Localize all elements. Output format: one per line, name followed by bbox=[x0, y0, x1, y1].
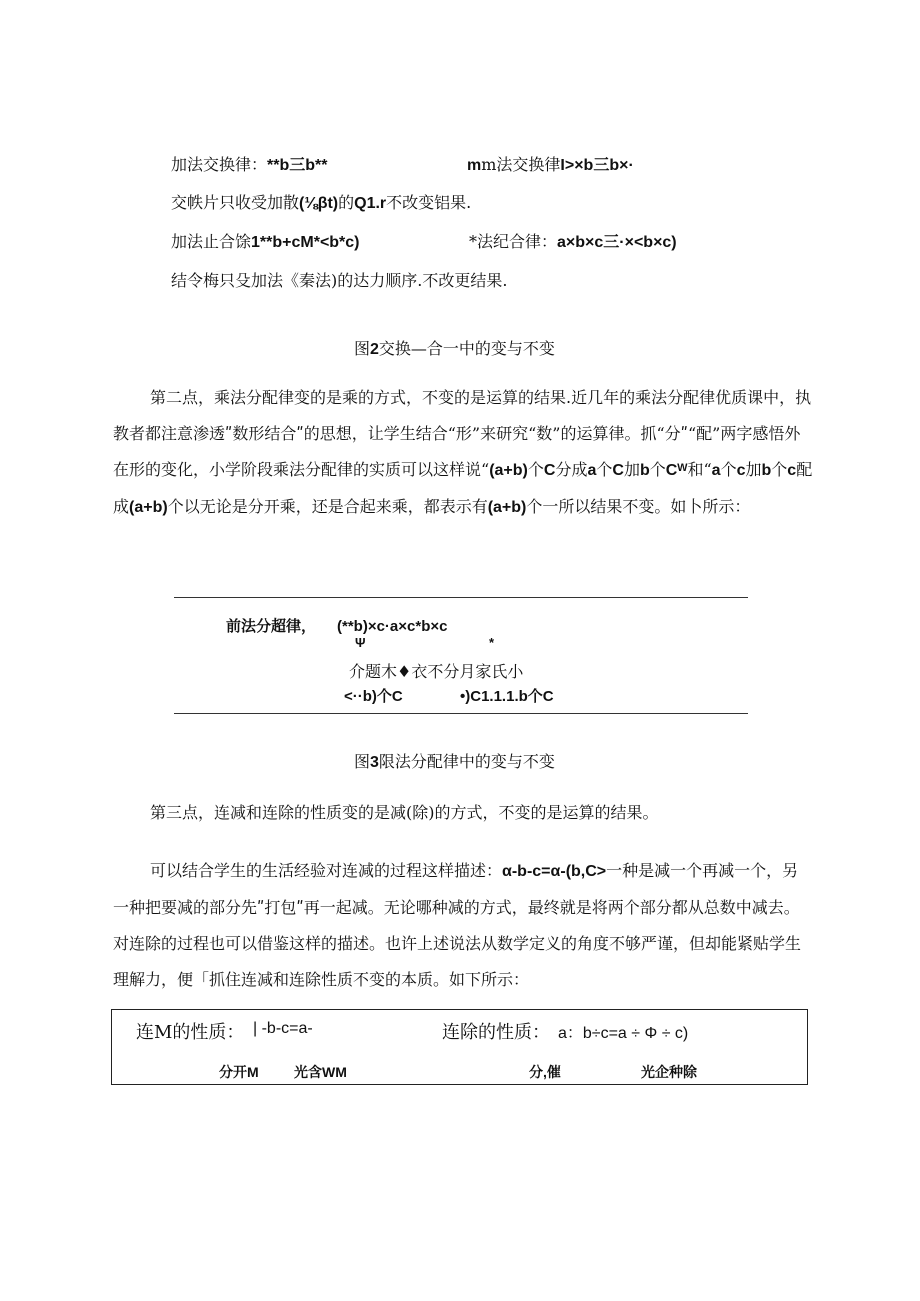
fig1-row1-right-m: m bbox=[467, 157, 482, 174]
fig4-left-formula: | -b-c=a- bbox=[253, 1020, 313, 1037]
fig1-row2-formula: (⅛βt) bbox=[299, 195, 339, 212]
fig4-right-title: 连除的性质： bbox=[442, 1022, 550, 1043]
para3-formula: α-b-c=α-(b,C> bbox=[502, 863, 607, 880]
figure-2-caption bbox=[354, 336, 555, 359]
para1-text-7: 和“ bbox=[687, 460, 712, 479]
fig1-row2-text-c: 不改变铝果. bbox=[386, 193, 472, 212]
paragraph-third-point: 第三点，连减和连除的性质变的是减(除)的方式，不变的是运算的结果。 bbox=[150, 803, 659, 822]
fig1-row1-right-label: m法交换律 bbox=[481, 155, 561, 174]
para1-text-13: 个一所以结果不变。如卜所示： bbox=[526, 497, 751, 516]
fig1-row2-text-b: 的 bbox=[338, 193, 355, 212]
fig4-sub-separate-divide: 分,催 bbox=[529, 1064, 561, 1080]
para1-text-5: 加 bbox=[623, 460, 640, 479]
fig1-row3-left bbox=[171, 229, 360, 252]
caption2-prefix: 图 bbox=[354, 339, 371, 358]
paragraph-distributive bbox=[113, 380, 813, 526]
fig4-sub-combined-divide: 光企种除 bbox=[641, 1064, 697, 1080]
fig1-row1-right-formula: I>×b三b×· bbox=[560, 157, 634, 174]
fig3-formula: (**b)×c·a×c*b×c bbox=[337, 618, 448, 635]
para1-formula-1: (a+b) bbox=[489, 462, 528, 479]
caption3-number: 3 bbox=[370, 754, 379, 771]
fig3-mark-right: * bbox=[489, 635, 495, 650]
fig3-mark-left: Ψ bbox=[355, 635, 366, 650]
fig1-row4: 结令梅只殳加法《秦法)的达力顺序.不改更结果. bbox=[171, 271, 508, 290]
fig4-box bbox=[111, 1009, 808, 1085]
para1-text-12: 个以无论是分开乘，还是合起来乘，都表示有 bbox=[167, 497, 488, 516]
fig3-title: 前法分超律， bbox=[226, 618, 317, 635]
para1-formula-12: (a+b) bbox=[487, 499, 527, 516]
fig1-row3-right bbox=[469, 229, 677, 252]
fig3-middle-text: 介题木♦衣不分月家氏小 bbox=[349, 662, 524, 681]
para1-formula-5: b bbox=[639, 462, 650, 479]
caption2-text: 交换—合一中的变与不变 bbox=[378, 339, 555, 358]
fig4-left-title: 连M的性质： bbox=[136, 1022, 245, 1043]
fig4-right-formula: a：b÷c=a ÷ Φ ÷ c) bbox=[558, 1025, 689, 1042]
para1-formula-8: c bbox=[736, 462, 746, 479]
para1-formula-4: C bbox=[612, 462, 624, 479]
para1-text-10: 个 bbox=[771, 460, 788, 479]
para1-formula-7: a bbox=[711, 462, 721, 479]
fig3-right-bottom: •)C1.1.1.b个C bbox=[460, 688, 554, 705]
para1-text-6: 个 bbox=[649, 460, 666, 479]
fig1-row2-formula-b: Q1.r bbox=[354, 195, 387, 212]
para1-formula-3: a bbox=[587, 462, 597, 479]
fig4-sub-separate-subtract: 分开M bbox=[219, 1064, 259, 1080]
para3-text-2: 一种是减一个再减一个，另一种把要减的部分先ʺ打包ʺ再一起减。无论哪种减的方式，最终就是将两个部分都从总数中减去。对连除的过程也可以借鉴这样的描述。也许上述说法从数学定义的角度不够严谨，但却能紧贴学生理解力，便「抓住连减和连除性质不变的本质。如下所示： bbox=[113, 861, 802, 989]
fig3-left-bottom: <··b)个C bbox=[344, 688, 403, 705]
fig1-row2-text-a: 交帙片只收受加散 bbox=[171, 193, 300, 212]
fig1-row1-right bbox=[467, 152, 634, 175]
caption3-prefix: 图 bbox=[354, 752, 371, 771]
para1-formula-9: b bbox=[761, 462, 772, 479]
fig1-row3-left-label: 加法止合馀 bbox=[171, 232, 252, 251]
fig1-row1-left bbox=[171, 152, 327, 175]
para1-text-8: 个 bbox=[720, 460, 737, 479]
fig1-row3-right-label: *法纪合律： bbox=[469, 232, 558, 251]
para1-text-4: 个 bbox=[596, 460, 613, 479]
para3-text-1: 可以结合学生的生活经验对连减的过程这样描述： bbox=[150, 861, 503, 880]
fig1-row3-right-formula: a×b×c三·×<b×c) bbox=[557, 234, 677, 251]
fig3-bottom-rule bbox=[174, 713, 748, 714]
fig1-row3-left-formula: 1**b+cM*<b*c) bbox=[251, 234, 360, 251]
para1-text-2: 个 bbox=[527, 460, 544, 479]
fig1-row1-left-formula: **b三b** bbox=[267, 157, 328, 174]
caption3-text: 限法分配律中的变与不变 bbox=[378, 752, 555, 771]
fig3-top-rule bbox=[174, 597, 748, 598]
para1-text-11: 配成 bbox=[113, 460, 813, 516]
para1-text-3: 分成 bbox=[555, 460, 588, 479]
paragraph-continuous-subtraction bbox=[113, 853, 813, 998]
fig1-row2 bbox=[171, 190, 471, 213]
para1-formula-2: C bbox=[543, 462, 556, 479]
para1-formula-6: Cᵂ bbox=[665, 462, 688, 479]
fig1-row1-left-label: 加法交换律： bbox=[171, 155, 268, 174]
para1-text-9: 加 bbox=[745, 460, 762, 479]
figure-3-caption bbox=[354, 749, 555, 772]
caption2-number: 2 bbox=[370, 341, 379, 358]
para1-text-1: 第二点，乘法分配律变的是乘的方式，不变的是运算的结果.近几年的乘法分配律优质课中，执教者都注意渗透ʺ数形结合ʺ的思想，让学生结合“形”来研究“数”的运算律。抓“分ʺ“配”两字感悟外在形的变化，小学阶段乘法分配律的实质可以这样说“ bbox=[113, 388, 812, 479]
fig4-sub-combined-subtract: 光含WM bbox=[294, 1064, 347, 1080]
para1-formula-11: (a+b) bbox=[129, 499, 168, 516]
para1-formula-10: c bbox=[787, 462, 797, 479]
